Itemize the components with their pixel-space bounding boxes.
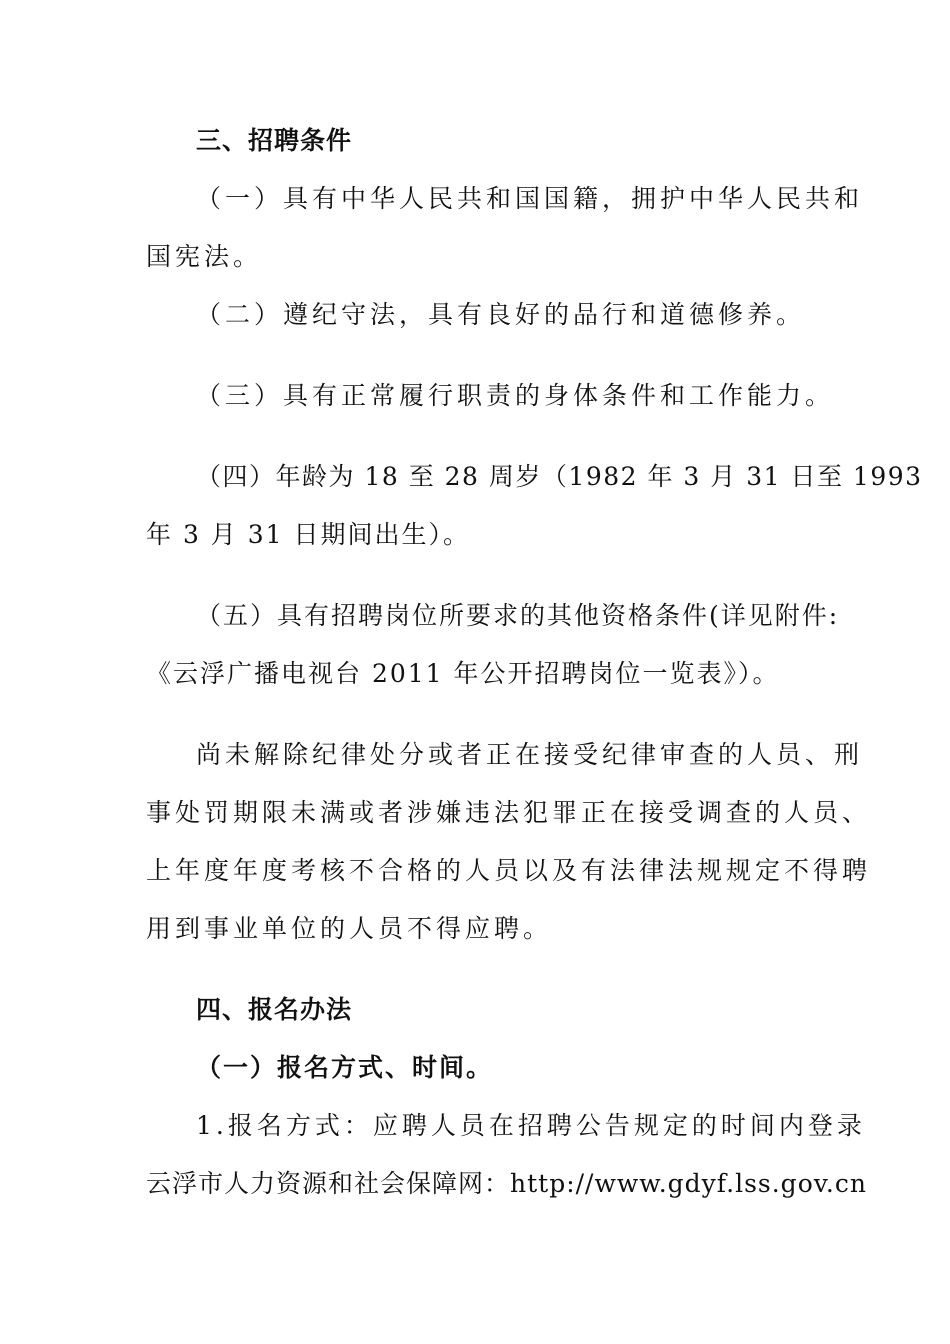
condition-4-line-1: （四）年龄为 18 至 28 周岁（1982 年 3 月 31 日至 1993	[196, 462, 923, 491]
condition-4-line-2: 年 3 月 31 日期间出生）。	[146, 520, 471, 549]
condition-1-line-2: 国宪法。	[146, 242, 263, 271]
condition-5-line-2: 《云浮广播电视台 2011 年公开招聘岗位一览表》）。	[146, 659, 780, 688]
exclusion-paragraph-line-4: 用到事业单位的人员不得应聘。	[146, 914, 553, 943]
exclusion-paragraph-line-2: 事处罚期限未满或者涉嫌违法犯罪正在接受调查的人员、	[146, 798, 872, 827]
condition-2: （二）遵纪守法，具有良好的品行和道德修养。	[196, 300, 806, 329]
section-heading-registration-method: 四、报名办法	[196, 995, 353, 1024]
exclusion-paragraph-line-3: 上年度年度考核不合格的人员以及有法律法规规定不得聘	[146, 856, 872, 885]
subsection-registration-method-time: （一）报名方式、时间。	[196, 1053, 494, 1082]
exclusion-paragraph-line-1: 尚未解除纪律处分或者正在接受纪律审查的人员、刑	[196, 740, 864, 769]
registration-method-line-2: 云浮市人力资源和社会保障网：http://www.gdyf.lss.gov.cn	[146, 1169, 867, 1198]
condition-3: （三）具有正常履行职责的身体条件和工作能力。	[196, 381, 835, 410]
section-heading-recruitment-conditions: 三、招聘条件	[196, 126, 353, 155]
registration-method-line-1: 1.报名方式：应聘人员在招聘公告规定的时间内登录	[196, 1111, 866, 1140]
condition-5-line-1: （五）具有招聘岗位所要求的其他资格条件(详见附件:	[196, 601, 840, 630]
condition-1-line-1: （一）具有中华人民共和国国籍，拥护中华人民共和	[196, 184, 864, 213]
